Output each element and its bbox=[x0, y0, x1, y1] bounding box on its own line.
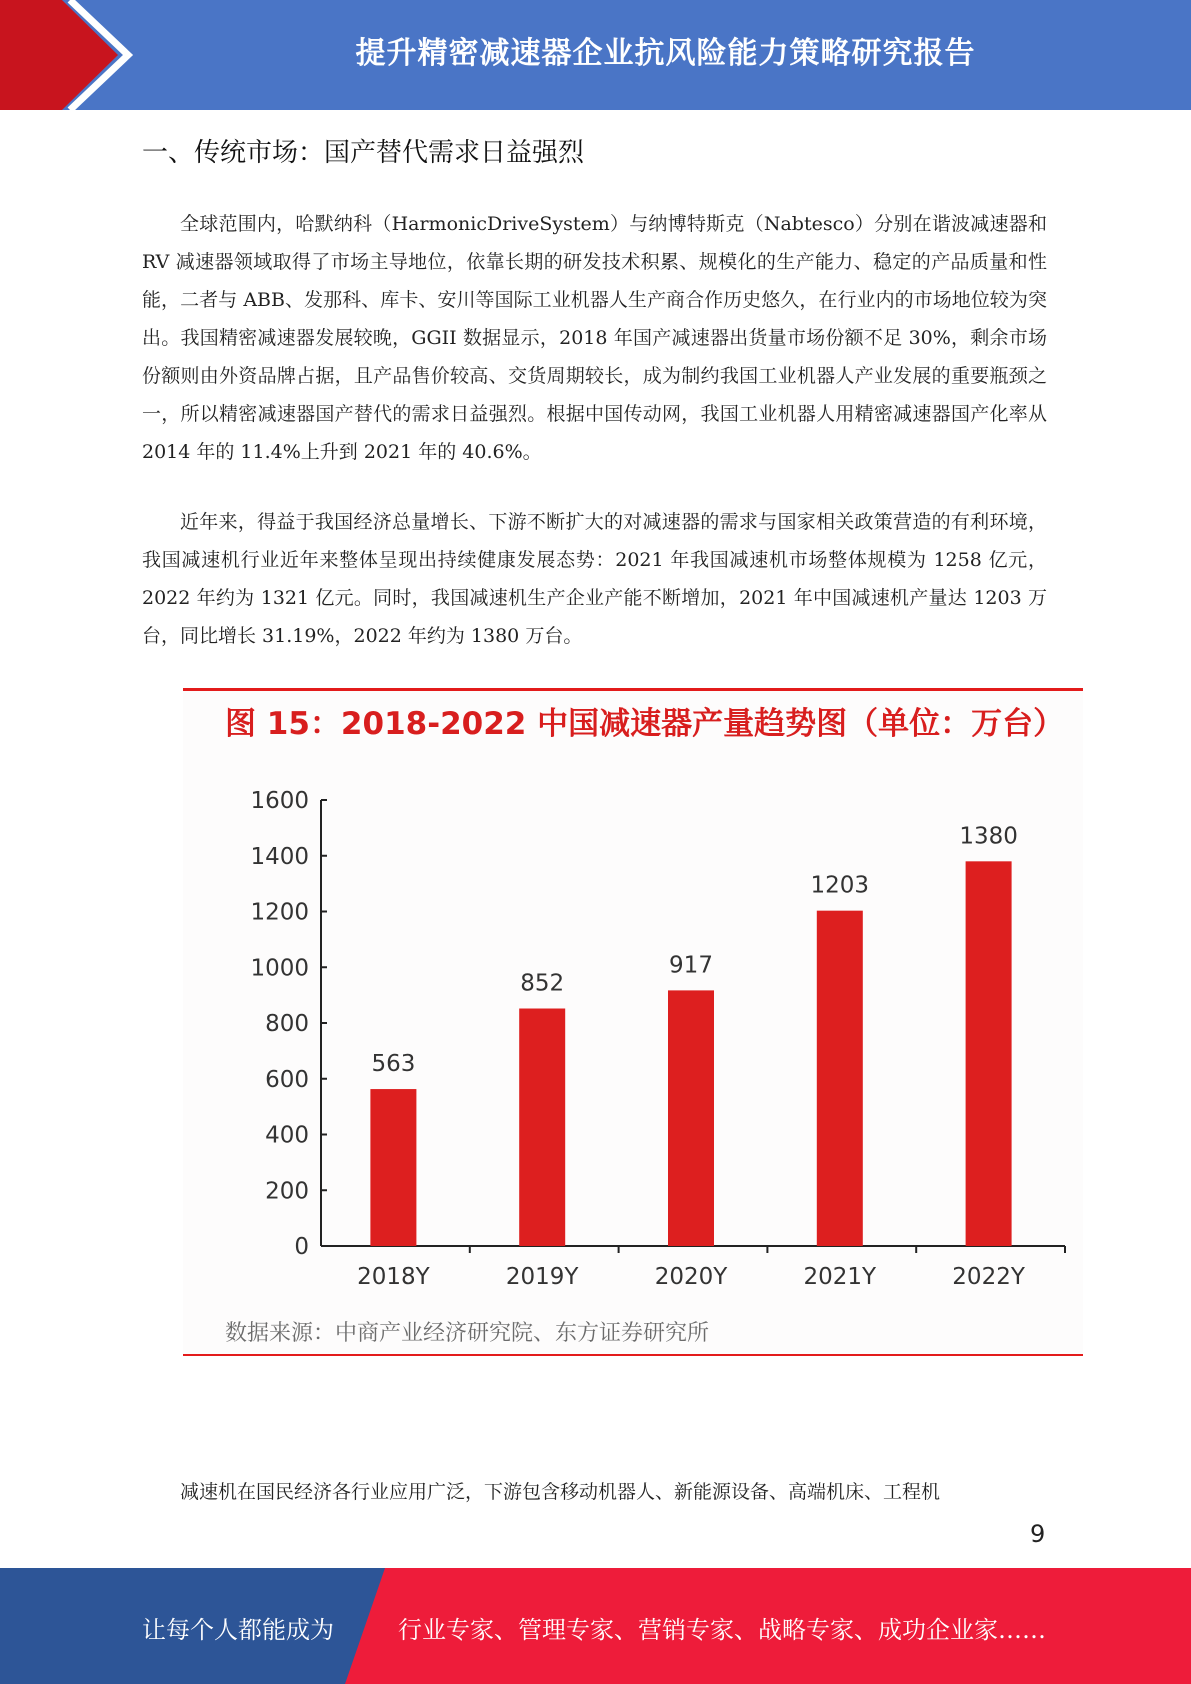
report-title: 提升精密减速器企业抗风险能力策略研究报告 bbox=[355, 36, 976, 71]
y-tick-label: 1200 bbox=[250, 899, 309, 926]
header-arrow-decoration bbox=[0, 0, 150, 110]
bar bbox=[519, 1009, 565, 1246]
header-bar bbox=[0, 0, 1191, 110]
page-number: 9 bbox=[1030, 1520, 1046, 1548]
x-tick-label: 2019Y bbox=[505, 1264, 579, 1290]
bar-value-label: 852 bbox=[520, 970, 565, 997]
footer-slogan-left: 让每个人都能成为 bbox=[142, 1616, 334, 1644]
bar bbox=[668, 990, 714, 1246]
y-tick-label: 1400 bbox=[250, 843, 309, 870]
bar-value-label: 563 bbox=[371, 1051, 416, 1078]
y-tick-label: 200 bbox=[265, 1178, 309, 1205]
body-paragraph-2: 近年来，得益于我国经济总量增长、下游不断扩大的对减速器的需求与国家相关政策营造的有利环境，我国减速机行业近年来整体呈现出持续健康发展态势：2021 年我国减速机市场整体规模为 1258 亿元，2022 年约为 1321 亿元。同时，我国减速机生产企业产能不断增加，2021 年中国减速机产量达 1203 万台，同比增长 31.19%，2022 年约为 1380 万台。 bbox=[142, 511, 1048, 647]
footer-slogan-right: 行业专家、管理专家、营销专家、战略专家、成功企业家…… bbox=[398, 1616, 1046, 1644]
y-tick-label: 0 bbox=[294, 1234, 309, 1260]
chart-source: 数据来源：中商产业经济研究院、东方证券研究所 bbox=[225, 1321, 710, 1346]
bar-value-label: 917 bbox=[669, 952, 713, 979]
x-tick-label: 2021Y bbox=[803, 1264, 877, 1290]
x-tick-label: 2020Y bbox=[654, 1264, 728, 1290]
bar bbox=[370, 1089, 416, 1246]
chart-bottom-rule bbox=[183, 1354, 1083, 1356]
bar-value-label: 1380 bbox=[959, 823, 1018, 850]
body-paragraph-3: 减速机在国民经济各行业应用广泛，下游包含移动机器人、新能源设备、高端机床、工程机 bbox=[180, 1481, 941, 1503]
section-heading: 一、传统市场：国产替代需求日益强烈 bbox=[142, 138, 585, 168]
y-tick-label: 400 bbox=[265, 1122, 309, 1149]
y-tick-label: 800 bbox=[265, 1011, 309, 1037]
chart-figure bbox=[183, 688, 1083, 1356]
y-tick-label: 1600 bbox=[250, 788, 309, 814]
footer-banner bbox=[0, 1568, 1191, 1684]
chart-title: 图 15：2018-2022 中国减速器产量趋势图（单位：万台） bbox=[225, 706, 1065, 742]
bar-chart bbox=[183, 688, 1083, 1328]
bar bbox=[817, 911, 863, 1246]
y-tick-label: 1000 bbox=[250, 955, 309, 982]
bar bbox=[966, 861, 1012, 1246]
x-tick-label: 2022Y bbox=[952, 1264, 1025, 1290]
bar-value-label: 1203 bbox=[810, 872, 870, 899]
x-tick-label: 2018Y bbox=[357, 1264, 430, 1290]
body-paragraph-1: 全球范围内，哈默纳科（HarmonicDriveSystem）与纳博特斯克（Nabtesco）分别在谐波减速器和 RV 减速器领域取得了市场主导地位，依靠长期的研发技术积累、规模化的生产能力、稳定的产品质量和性能，二者与 ABB、发那科、库卡、安川等国际工业机器人生产商合作历史悠久，在行业内的市场地位较为突出。我国精密减速器发展较晚，GGII 数据显示，2018 年国产减速器出货量市场份额不足 30%，剩余市场份额则由外资品牌占据，且产品售价较高、交货周期较长，成为制约我国工业机器人产业发展的重要瓶颈之一，所以精密减速器国产替代的需求日益强烈。根据中国传动网，我国工业机器人用精密减速器国产化率从 2014 年的 11.4%上升到 2021 年的 40.6%。 bbox=[142, 213, 1047, 463]
y-tick-label: 600 bbox=[265, 1066, 309, 1093]
